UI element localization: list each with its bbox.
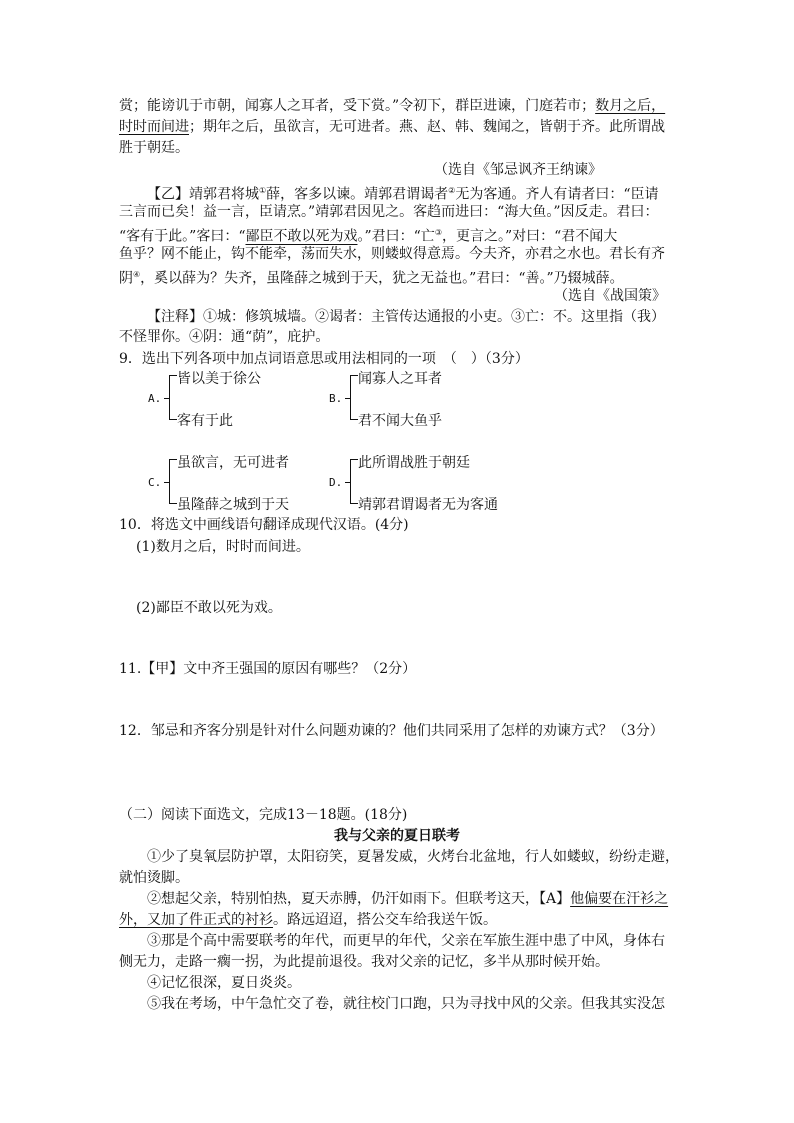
- option-a-top: 皆以美于徐公: [177, 371, 261, 387]
- para-2-underlined-part2: 外，又加了件正式的衬衫: [119, 912, 273, 928]
- question-12: 12．邹忌和齐客分别是针对什么问题劝谏的？他们共同采用了怎样的劝谏方式？（3分）: [119, 723, 664, 739]
- option-c-bottom: 虽隆薛之城到于天: [177, 497, 289, 513]
- jia-line-2: [119, 117, 665, 137]
- article-title: 我与父亲的夏日联考: [334, 828, 460, 844]
- option-c-top: 虽欲言，无可进者: [177, 455, 289, 471]
- option-d-top: 此所谓战胜于朝廷: [358, 455, 470, 471]
- notes-line-2: 不怪罪你。④阴：通“荫”，庇护。: [119, 329, 330, 345]
- question-9: 9．选出下列各项中加点词语意思或用法相同的一项 （ ）（3分）: [119, 351, 529, 367]
- para-text: ②想起父亲，特别怕热，夏天赤膊，仍汗如雨下。但联考这天，【A】: [147, 891, 571, 907]
- yi-line-2: 三言而已矣！益一言，臣请烹。”靖郭君因见之。客趋而进曰：“海大鱼。”因反走。君曰：: [119, 204, 659, 220]
- para-2-line-2: [119, 910, 497, 930]
- option-b-bottom: 君不闻大鱼乎: [358, 413, 442, 429]
- para-4: ④记忆很深，夏日炎炎。: [147, 975, 301, 991]
- yi-line-5: [119, 265, 624, 289]
- para-text: 。路远迢迢，搭公交车给我送午饭。: [273, 912, 497, 928]
- para-1-line-1: ①少了臭氧层防护罩，太阳窃笑，夏暑发威，火烤台北盆地，行人如蝼蚁，纷纷走避，: [147, 849, 679, 865]
- question-11: 11.【甲】文中齐王强国的原因有哪些？（2分）: [119, 661, 417, 677]
- footnote-mark: ①: [259, 186, 267, 195]
- jia-source: （选自《邹忌讽齐王纳谏》: [434, 162, 602, 178]
- yi-line-4: 鱼乎？网不能止，钩不能牵，荡而失水，则蝼蚁得意焉。今夫齐，亦君之水也。君长有齐: [119, 246, 665, 262]
- yi-source: （选自《战国策》: [554, 288, 666, 304]
- yi-underlined-sentence: 鄙臣不敢以死为戏: [245, 228, 358, 245]
- yi-text: 【乙】靖郭君将城: [147, 186, 259, 203]
- question-10: 10．将选文中画线语句翻译成现代汉语。(4分): [119, 517, 409, 533]
- jia-line-1: [119, 96, 665, 116]
- jia-text: 赏；能谤讥于市朝，闻寡人之耳者，受下赏。”令初下，群臣进谏，门庭若市；: [119, 98, 596, 114]
- jia-line-3: 胜于朝廷。: [119, 140, 189, 156]
- jia-underlined-sentence-part2: 时时而间进: [119, 119, 189, 135]
- option-d-letter: D.: [329, 476, 343, 489]
- notes-line-1: 【注释】①城：修筑城墙。②谒者：主管传达通报的小吏。③亡：不。这里指（我）: [147, 309, 665, 325]
- option-c-letter: C.: [148, 476, 162, 489]
- jia-underlined-sentence-part1: 数月之后，: [595, 98, 666, 114]
- option-d-bottom: 靖郭君谓谒者无为客通: [358, 497, 498, 513]
- jia-text: ；期年之后，虽欲言，无可进者。燕、赵、韩、魏闻之，皆朝于齐。此所谓战: [189, 119, 665, 135]
- para-3-line-1: ③那是个高中需要联考的年代，而更早的年代，父亲在军旅生涯中患了中风，身体右: [147, 933, 665, 949]
- para-5-line-1: ⑤我在考场，中午急忙交了卷，就往校门口跑，只为寻找中风的父亲。但我其实没怎: [147, 996, 665, 1012]
- yi-text: ，奚以薛为？失齐，虽隆薛之城到于天，犹之无益也。”君曰：“善。”乃辍城薛。: [140, 270, 624, 287]
- option-a-letter: A.: [148, 392, 162, 405]
- yi-text: 阴: [119, 270, 133, 287]
- question-10-item-2: (2)鄙臣不敢以死为戏。: [136, 600, 282, 616]
- option-b-top: 闻寡人之耳者: [358, 371, 442, 387]
- para-2-underlined-part1: 他偏要在汗衫之: [570, 891, 669, 907]
- yi-text: ，更言之。”对曰：“君不闻大: [441, 228, 618, 245]
- yi-text: “客有于此。”客曰：“: [119, 228, 246, 245]
- yi-text: 薛，客多以谏。靖郭君谓谒者: [266, 186, 449, 203]
- para-3-line-2: 侧无力，走路一瘸一拐，为此提前退役。我对父亲的记忆，多半从那时候开始。: [119, 954, 609, 970]
- footnote-mark: ②: [448, 186, 456, 195]
- option-a-bottom: 客有于此: [177, 413, 233, 429]
- para-2-line-1: [147, 889, 668, 909]
- footnote-mark: ③: [434, 228, 442, 237]
- question-10-item-1: (1)数月之后，时时而间进。: [136, 539, 310, 555]
- section-2-heading: （二）阅读下面选文，完成13－18题。(18分): [119, 807, 408, 823]
- yi-text: 无为客通。齐人有请者曰：“臣请: [455, 186, 659, 203]
- yi-text: 。”君曰：“亡: [357, 228, 435, 245]
- option-b-letter: B.: [329, 392, 343, 405]
- footnote-mark: ④: [133, 270, 141, 279]
- para-1-line-2: 就怕烫脚。: [119, 870, 189, 886]
